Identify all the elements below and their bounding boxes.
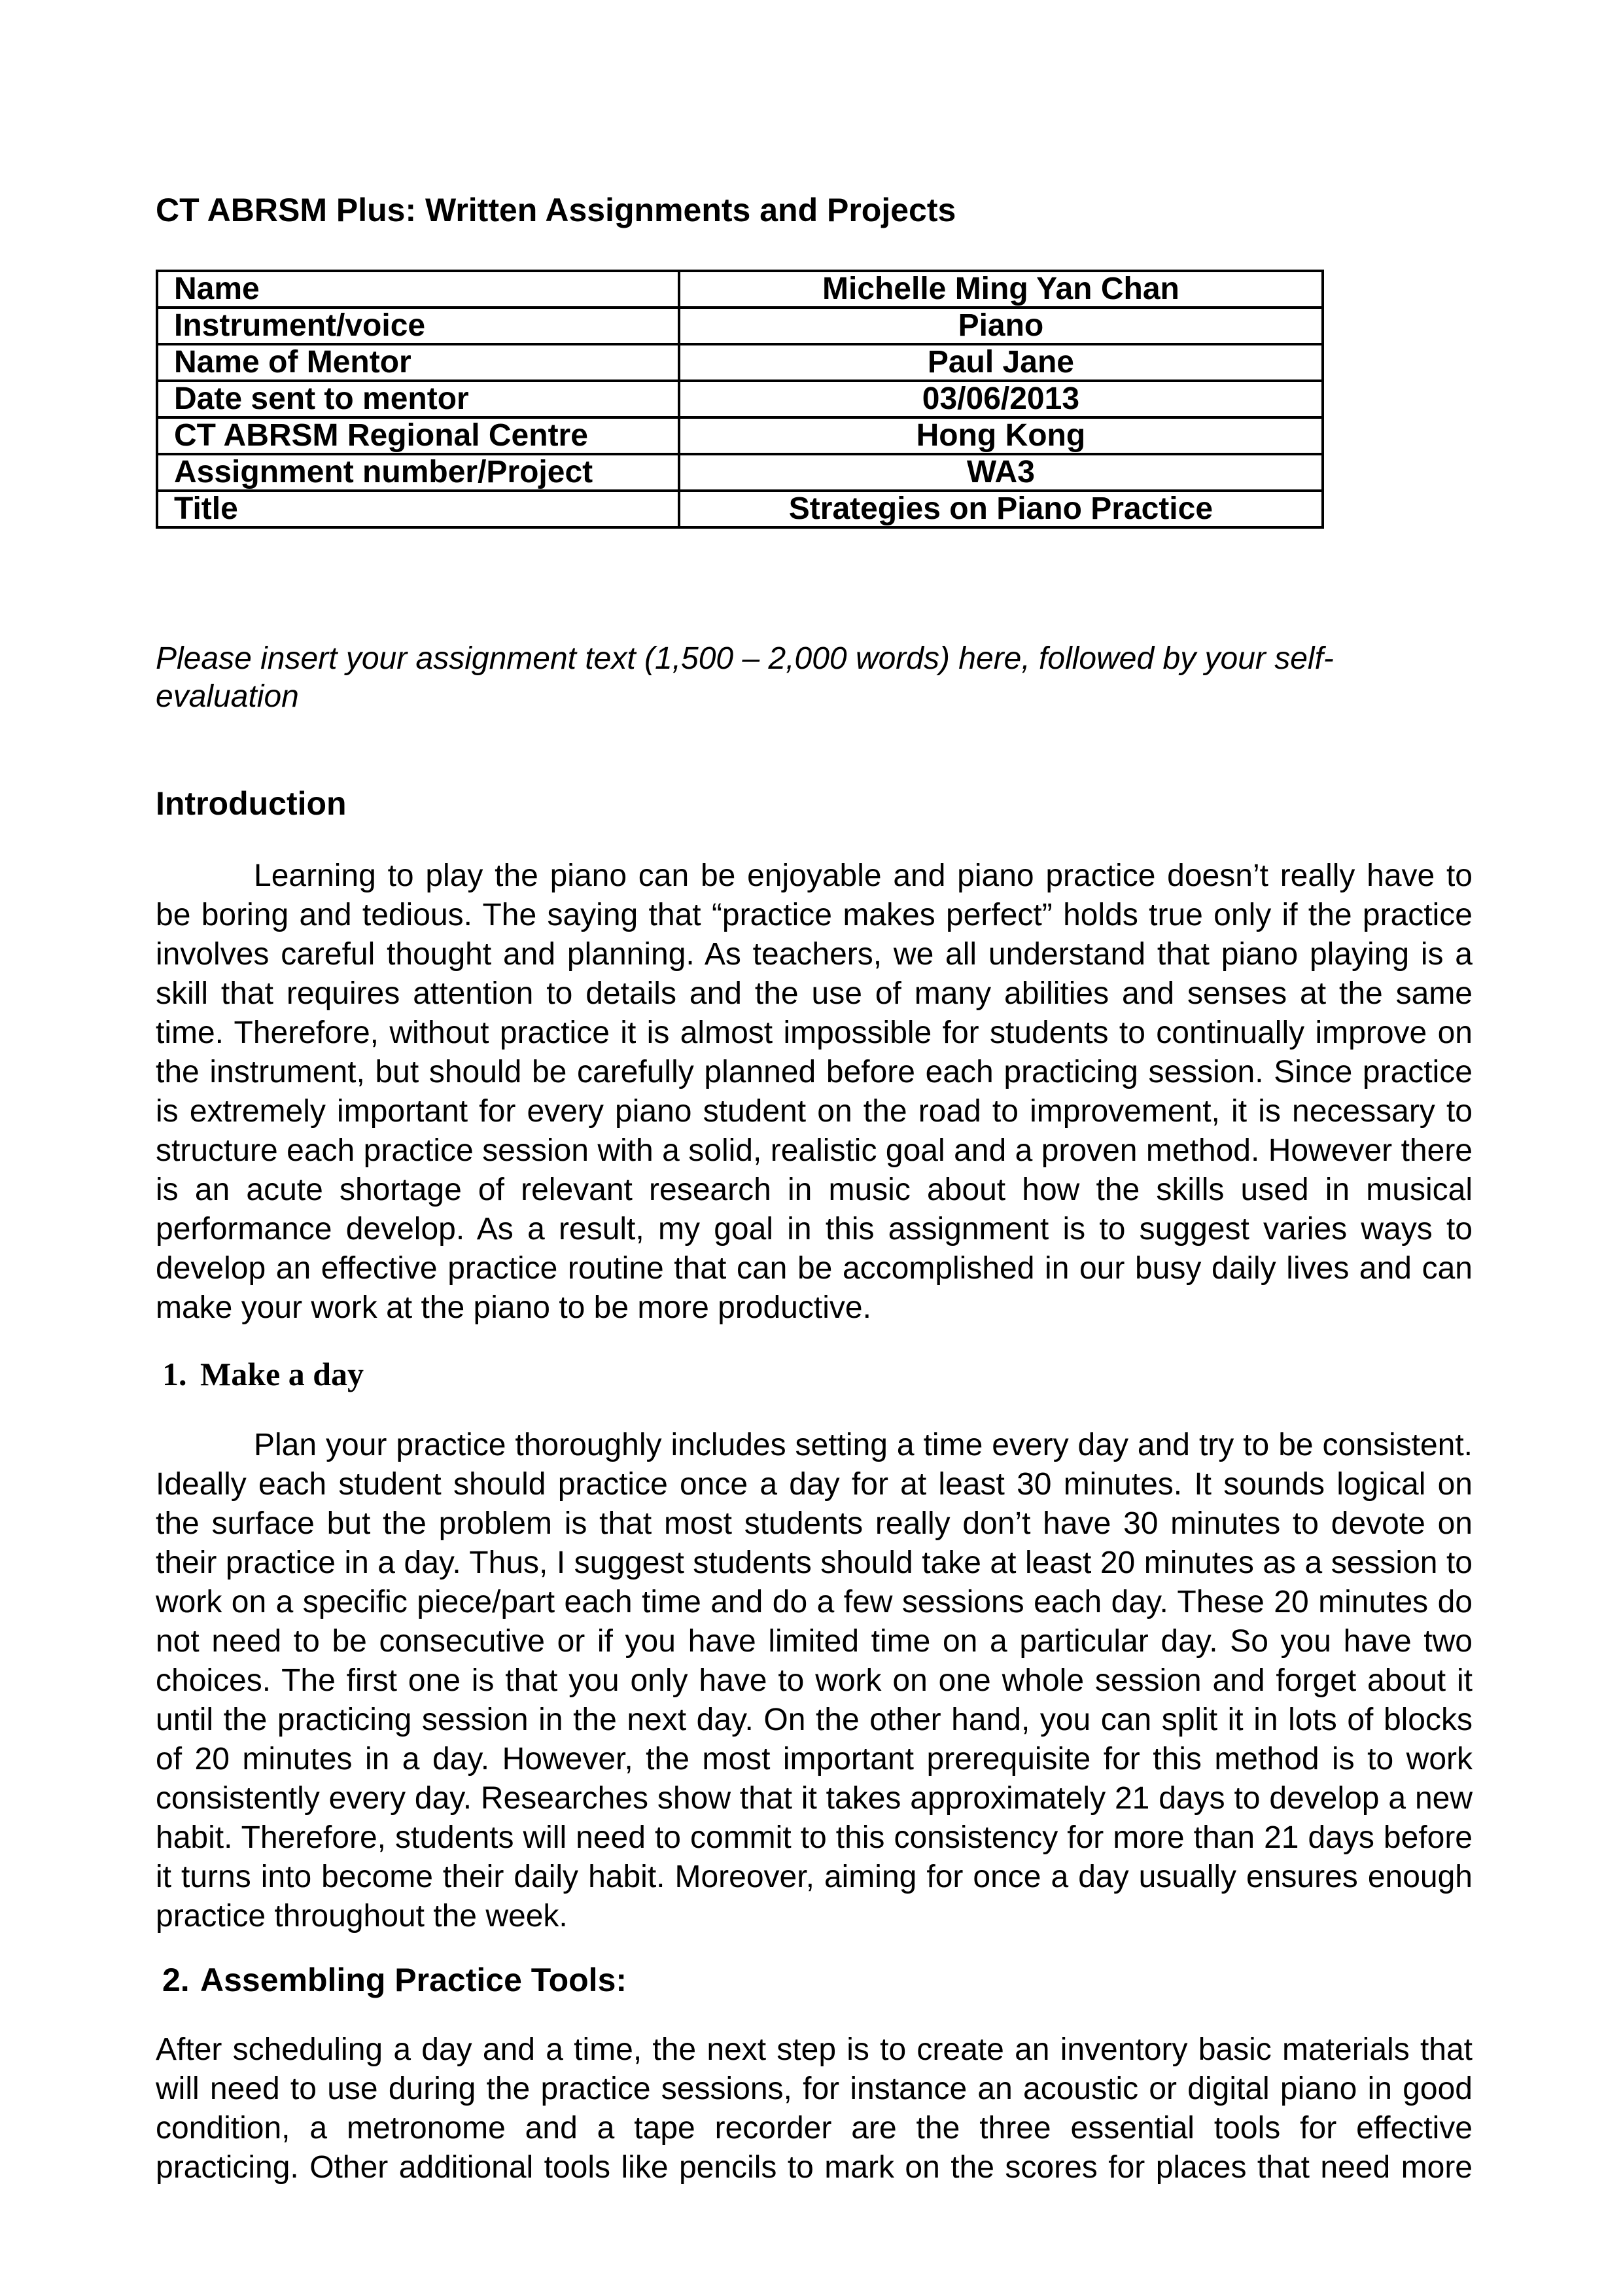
section-label: Make a day xyxy=(200,1356,364,1392)
section-heading-make-a-day xyxy=(156,1355,1473,1393)
table-row-mentor xyxy=(157,344,1323,381)
row-value-instrument: Piano xyxy=(679,308,1323,344)
table-row-title xyxy=(157,491,1323,527)
paragraph-introduction: Learning to play the piano can be enjoyable and piano practice doesn’t really have to be boring and tedious. The saying that “practice makes perfect” holds true only if the practice involves careful thought and planning. As teachers, we all understand that piano playing is a skill that requires attention to details and the use of many abilities and senses at the same time. Therefore, without practice it is almost impossible for students to continually improve on the instrument, but should be carefully planned before each practicing session. Since practice is extremely important for every piano student on the road to improvement, it is necessary to structure each practice session with a solid, realistic goal and a proven method. However there is an acute shortage of relevant research in music about how the skills used in musical performance develop. As a result, my goal in this assignment is to suggest varies ways to develop an effective practice routine that can be accomplished in our busy daily lives and can make your work at the piano to be more productive. xyxy=(156,858,1473,1325)
row-value-date: 03/06/2013 xyxy=(679,381,1323,417)
row-label-date: Date sent to mentor xyxy=(157,381,679,417)
row-label-mentor: Name of Mentor xyxy=(157,344,679,381)
paragraph-assembling-practice-tools: After scheduling a day and a time, the next step is to create an inventory basic materials that will need to use during the practice sessions, for instance an acoustic or digital piano in good condition, a metronome and a tape recorder are the three essential tools for effective practicing. Other additional tools like pencils to mark on the scores for places that need more xyxy=(156,2032,1473,2185)
row-label-title: Title xyxy=(157,491,679,527)
instruction-note: Please insert your assignment text (1,500 – 2,000 words) here, followed by your self-evaluation xyxy=(156,641,1334,714)
paragraph-make-a-day: Plan your practice thoroughly includes setting a time every day and try to be consistent. Ideally each student should practice once a day for at least 30 minutes. It sounds logical on the surface but the problem is that most students really don’t have 30 minutes to devote on their practice in a day. Thus, I suggest students should take at least 20 minutes as a session to work on a specific piece/part each time and do a few sessions each day. These 20 minutes do not need to be consecutive or if you have limited time on a particular day. So you have two choices. The first one is that you only have to work on one whole session and forget about it until the practicing session in the next day. On the other hand, you can split it in lots of blocks of 20 minutes in a day. However, the most important prerequisite for this method is to work consistently every day. Researches show that it takes approximately 21 days to develop a new habit. Therefore, students will need to commit to this consistency for more than 21 days before it turns into become their daily habit. Moreover, aiming for once a day usually ensures enough practice throughout the week. xyxy=(156,1428,1473,1934)
table-row-instrument xyxy=(157,308,1323,344)
table-row-date xyxy=(157,381,1323,417)
row-label-instrument: Instrument/voice xyxy=(157,308,679,344)
section-label: Assembling Practice Tools: xyxy=(200,1962,627,1998)
table-row-name xyxy=(157,271,1323,308)
section-number: 2. xyxy=(162,1962,190,1998)
section-number: 1. xyxy=(162,1356,187,1392)
row-label-name: Name xyxy=(157,271,679,308)
table-row-assignment-number xyxy=(157,454,1323,491)
row-label-regional-centre: CT ABRSM Regional Centre xyxy=(157,417,679,454)
row-value-mentor: Paul Jane xyxy=(679,344,1323,381)
section-heading-introduction: Introduction xyxy=(156,785,347,822)
row-value-regional-centre: Hong Kong xyxy=(679,417,1323,454)
document-title: CT ABRSM Plus: Written Assignments and Projects xyxy=(156,192,956,228)
assignment-info-table xyxy=(156,270,1324,529)
row-value-assignment-number: WA3 xyxy=(679,454,1323,491)
row-label-assignment-number: Assignment number/Project xyxy=(157,454,679,491)
row-value-title: Strategies on Piano Practice xyxy=(679,491,1323,527)
row-value-name: Michelle Ming Yan Chan xyxy=(679,271,1323,308)
table-row-regional-centre xyxy=(157,417,1323,454)
section-heading-assembling-practice-tools xyxy=(156,1961,1473,1999)
